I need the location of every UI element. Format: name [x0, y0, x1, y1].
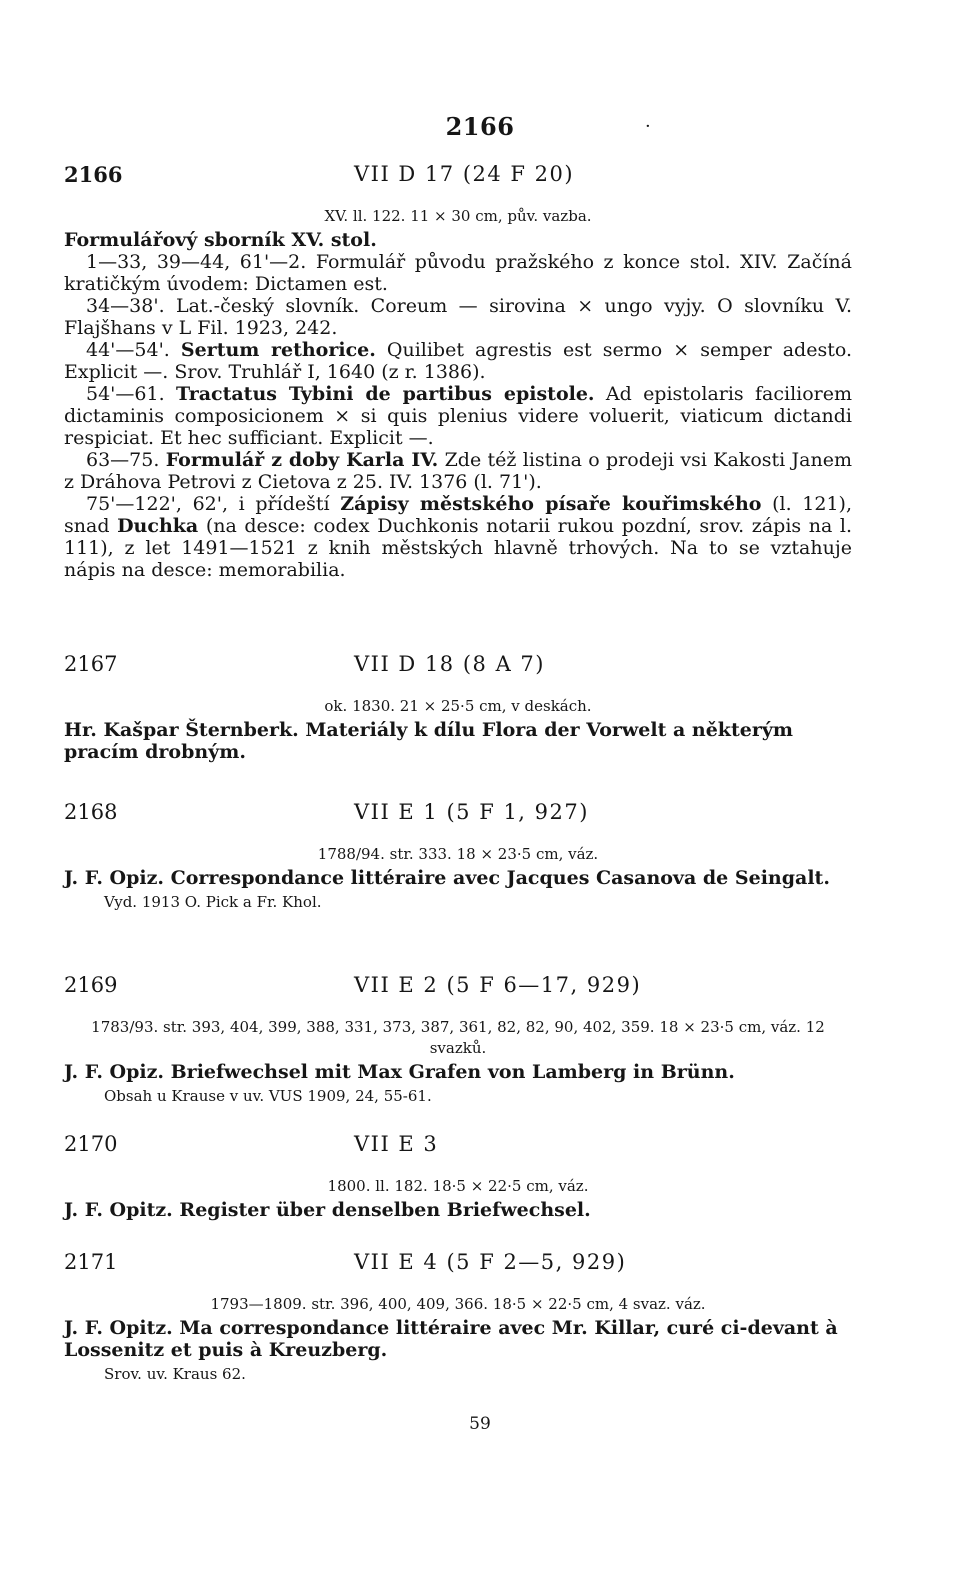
- shelfmark: VII E 3: [354, 1132, 439, 1156]
- content-paragraph: 54'—61. Tractatus Tybini de partibus epistole. Ad epistolaris faciliorem dictaminis composicionem × si quis plenius videre voluerit, viaticum dictandi respiciat. Et hec sufficiant. Explicit —.: [64, 383, 853, 449]
- entry-number: 2168: [64, 800, 118, 824]
- physical-description: 1793—1809. str. 396, 400, 409, 366. 18·5 × 22·5 cm, 4 svaz. váz.: [210, 1295, 706, 1313]
- catalogue-entry: [64, 800, 852, 913]
- shelfmark: VII E 4 (5 F 2—5, 929): [354, 1250, 627, 1274]
- running-head: 2166: [445, 112, 515, 141]
- bold-title-segment: Tractatus Tybini de partibus epistole.: [175, 383, 595, 405]
- bibliographic-note: Srov. uv. Kraus 62.: [104, 1365, 246, 1383]
- physical-description: ok. 1830. 21 × 25·5 cm, v deskách.: [324, 697, 592, 715]
- entry-title: [64, 867, 852, 889]
- content-paragraph: 34—38'. Lat.-český slovník. Coreum — sirovina × ungo vyjy. O slovníku V. Flajšhans v L Fil. 1923, 242.: [64, 295, 852, 339]
- entry-number: 2166: [64, 162, 123, 187]
- bold-title-segment: J. F. Opiz. Correspondance littéraire avec Jacques Casanova de Seingalt.: [64, 867, 830, 889]
- physical-description: 1788/94. str. 333. 18 × 23·5 cm, váz.: [317, 845, 599, 863]
- bold-title-segment: Hr. Kašpar Šternberk. Materiály k dílu Flora der Vorwelt a některým pracím drobným.: [64, 719, 793, 763]
- entry-title: Formulářový sborník XV. stol.: [64, 229, 377, 251]
- content-paragraph: 75'—122', 62', i přídeští Zápisy městského písaře kouřimského (l. 121), snad Duchka (na desce: codex Duchkonis notarii rukou pozdní, srov. zápis na l. 111), z let 1491—1521 z knih městských hlavně trhových. Na to se vztahuje nápis na desce: memorabilia.: [64, 493, 853, 581]
- shelfmark: VII D 17 (24 F 20): [354, 162, 575, 186]
- catalogue-entry: [64, 973, 852, 1107]
- bold-title-segment: J. F. Opitz. Register über denselben Briefwechsel.: [64, 1199, 591, 1221]
- shelfmark: VII E 2 (5 F 6—17, 929): [354, 973, 642, 997]
- bold-title-segment: J. F. Opitz. Ma correspondance littéraire avec Mr. Killar, curé ci-devant à Lossenitz et puis à Kreuzberg.: [64, 1317, 838, 1361]
- page-number: 59: [469, 1414, 491, 1434]
- entry-title: [64, 1317, 852, 1361]
- entry-heading: [64, 1132, 852, 1162]
- catalogue-entry: [64, 1132, 852, 1221]
- content-paragraph: 63—75. Formulář z doby Karla IV. Zde též listina o prodeji vsi Kakosti Janem z Dráhova Petrovi z Cietova z 25. IV. 1376 (l. 71').: [64, 449, 852, 493]
- catalogue-entry: [64, 162, 852, 581]
- physical-description: 1800. ll. 182. 18·5 × 22·5 cm, váz.: [327, 1177, 589, 1195]
- physical-description: 1783/93. str. 393, 404, 399, 388, 331, 373, 387, 361, 82, 82, 90, 402, 359. 18 × 23·5 cm, váz. 12 svazků.: [91, 1018, 825, 1057]
- bibliographic-note: Vyd. 1913 O. Pick a Fr. Khol.: [104, 893, 322, 911]
- bold-title-segment: Sertum rethorice.: [180, 339, 376, 361]
- shelfmark: VII E 1 (5 F 1, 927): [354, 800, 589, 824]
- entry-title: [64, 719, 852, 763]
- entry-heading: [64, 973, 852, 1003]
- entry-number: 2170: [64, 1132, 118, 1156]
- bold-title-segment: Zápisy městského písaře kouřimského: [340, 493, 762, 515]
- entry-title: [64, 1061, 852, 1083]
- catalogue-entry: [64, 652, 852, 763]
- entry-title: [64, 1199, 852, 1221]
- physical-description: XV. ll. 122. 11 × 30 cm, pův. vazba.: [324, 207, 592, 225]
- printer-dot: ·: [645, 116, 651, 137]
- entry-heading: [64, 162, 852, 192]
- entry-number: 2171: [64, 1250, 118, 1274]
- bibliographic-note: Obsah u Krause v uv. VUS 1909, 24, 55-61.: [104, 1087, 432, 1105]
- content-paragraph: 44'—54'. Sertum rethorice. Quilibet agrestis est sermo × semper adesto. Explicit —. Srov. Truhlář I, 1640 (z r. 1386).: [64, 339, 852, 383]
- entry-number: 2167: [64, 652, 118, 676]
- bold-title-segment: Formulář z doby Karla IV.: [165, 449, 439, 471]
- entry-heading: [64, 800, 852, 830]
- content-paragraph: 1—33, 39—44, 61'—2. Formulář původu pražského z konce stol. XIV. Začíná kratičkým úvodem: Dictamen est.: [64, 251, 852, 295]
- shelfmark: VII D 18 (8 A 7): [354, 652, 545, 676]
- entry-heading: [64, 652, 852, 682]
- entry-heading: [64, 1250, 852, 1280]
- entry-number: 2169: [64, 973, 118, 997]
- bold-title-segment: J. F. Opiz. Briefwechsel mit Max Grafen von Lamberg in Brünn.: [64, 1061, 735, 1083]
- catalogue-entry: [64, 1250, 852, 1385]
- bold-title-segment: Duchka: [117, 515, 199, 537]
